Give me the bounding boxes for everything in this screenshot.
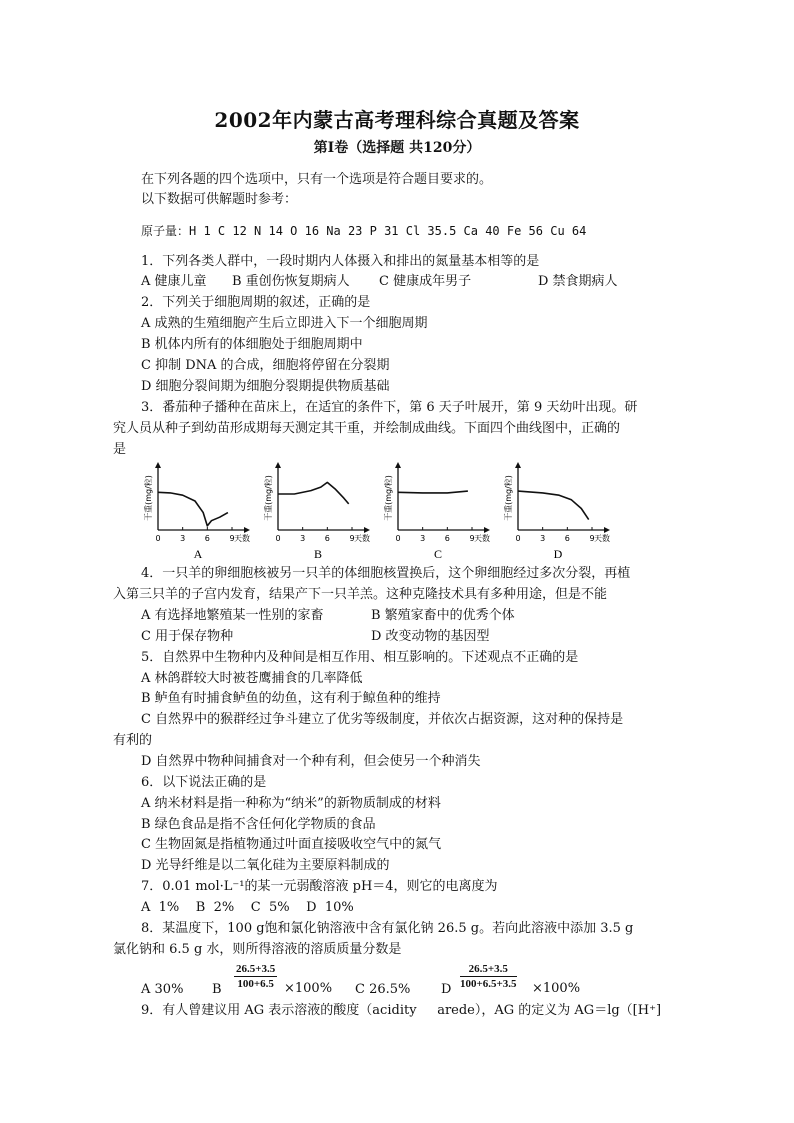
x-tick-label-B-9: 9 bbox=[349, 534, 355, 543]
panel-label-D: D bbox=[553, 547, 563, 561]
q1-stem: 1．下列各类人群中，一段时期内人体摄入和排出的氮量基本相等的是 bbox=[141, 254, 540, 269]
q1-option-d: D 禁食期病人 bbox=[538, 274, 618, 289]
q2-option-b: B 机体内所有的体细胞处于细胞周期中 bbox=[141, 337, 363, 352]
q5-option-c-line2: 有利的 bbox=[113, 733, 153, 748]
y-axis-label-D: 干重(mg/粒) bbox=[504, 475, 513, 521]
q1-option-c: C 健康成年男子 bbox=[379, 274, 472, 289]
q5-option-d: D 自然界中物种间捕食对一个种有利，但会使另一个种消失 bbox=[141, 754, 481, 769]
q1-option-b: B 重创伤恢复期病人 bbox=[232, 274, 350, 289]
q8-option-b-fraction bbox=[234, 963, 277, 991]
x-axis-label-A: 天数 bbox=[234, 534, 250, 543]
q7-stem: 7．0.01 mol·L⁻¹的某一元弱酸溶液 pH＝4，则它的电离度为 bbox=[141, 879, 498, 894]
q8-option-d-numerator: 26.5+3.5 bbox=[460, 963, 517, 977]
reference-note: 以下数据可供解题时参考： bbox=[141, 192, 298, 207]
x-tick-label-D-6: 6 bbox=[564, 534, 570, 543]
q4-stem-line2: 入第三只羊的子宫内发育，结果产下一只羊羔。这种克隆技术具有多种用途，但是不能 bbox=[113, 587, 608, 602]
x-tick-label-C-6: 6 bbox=[444, 534, 450, 543]
q3-growth-curve-figures bbox=[140, 458, 640, 562]
x-tick-label-D-3: 3 bbox=[540, 534, 546, 543]
q1-option-a: A 健康儿童 bbox=[141, 274, 207, 289]
x-tick-label-B-0: 0 bbox=[275, 534, 281, 543]
panel-label-A: A bbox=[193, 547, 203, 561]
q8-stem-line1: 8．某温度下，100 g饱和氯化钠溶液中含有氯化钠 26.5 g。若向此溶液中添加 3.5 g bbox=[141, 921, 634, 936]
x-tick-label-D-0: 0 bbox=[515, 534, 521, 543]
q8-option-d-denominator: 100+6.5+3.5 bbox=[460, 978, 517, 990]
y-axis-label-C: 干重(mg/粒) bbox=[384, 475, 393, 521]
page-title: 2002年内蒙古高考理科综合真题及答案 bbox=[214, 108, 580, 132]
x-axis-arrow-A bbox=[244, 527, 250, 533]
y-axis-arrow-B bbox=[275, 462, 281, 468]
q5-option-b: B 鲈鱼有时捕食鲈鱼的幼鱼，这有利于鲸鱼种的维持 bbox=[141, 691, 441, 706]
q6-option-d: D 光导纤维是以二氧化硅为主要原料制成的 bbox=[141, 858, 390, 873]
x-axis-arrow-C bbox=[484, 527, 490, 533]
q8-option-d-label: D bbox=[441, 982, 452, 997]
x-tick-label-C-0: 0 bbox=[395, 534, 401, 543]
x-tick-label-A-9: 9 bbox=[229, 534, 235, 543]
q4-stem-line1: 4．一只羊的卵细胞核被另一只羊的体细胞核置换后，这个卵细胞经过多次分裂，再植 bbox=[141, 566, 631, 581]
x-axis-label-C: 天数 bbox=[474, 534, 490, 543]
growth-curve-D bbox=[518, 491, 589, 519]
q4-option-a: A 有选择地繁殖某一性别的家畜 bbox=[141, 608, 324, 623]
x-tick-label-D-9: 9 bbox=[589, 534, 595, 543]
x-tick-label-C-9: 9 bbox=[469, 534, 475, 543]
x-tick-label-A-3: 3 bbox=[180, 534, 186, 543]
q2-option-d: D 细胞分裂间期为细胞分裂期提供物质基础 bbox=[141, 379, 390, 394]
x-tick-label-C-3: 3 bbox=[420, 534, 426, 543]
q2-option-c: C 抑制 DNA 的合成，细胞将停留在分裂期 bbox=[141, 358, 390, 373]
x-tick-label-B-6: 6 bbox=[324, 534, 330, 543]
q6-option-c: C 生物固氮是指植物通过叶面直接吸收空气中的氮气 bbox=[141, 837, 442, 852]
q3-stem-line1: 3．番茄种子播种在苗床上，在适宜的条件下，第 6 天子叶展开，第 9 天幼叶出现。研 bbox=[141, 400, 638, 415]
growth-curve-B bbox=[278, 482, 349, 504]
x-tick-label-B-3: 3 bbox=[300, 534, 306, 543]
q8-option-b-percent: ×100% bbox=[284, 981, 333, 996]
q3-stem-line2: 究人员从种子到幼苗形成期每天测定其干重，并绘制成曲线。下面四个曲线图中，正确的 bbox=[113, 421, 621, 436]
instructions-line: 在下列各题的四个选项中，只有一个选项是符合题目要求的。 bbox=[141, 172, 493, 187]
y-axis-arrow-A bbox=[155, 462, 161, 468]
q2-option-a: A 成熟的生殖细胞产生后立即进入下一个细胞周期 bbox=[141, 316, 428, 331]
q6-option-b: B 绿色食品是指不含任何化学物质的食品 bbox=[141, 817, 376, 832]
q4-option-c: C 用于保存物种 bbox=[141, 629, 234, 644]
q7-options: A 1% B 2% C 5% D 10% bbox=[141, 900, 354, 915]
y-axis-label-B: 干重(mg/粒) bbox=[264, 475, 273, 521]
q8-option-d-percent: ×100% bbox=[532, 981, 581, 996]
growth-curve-C bbox=[398, 491, 468, 493]
x-axis-arrow-D bbox=[604, 527, 610, 533]
growth-curve-A bbox=[158, 492, 228, 526]
q5-option-a: A 林鸽群较大时被苍鹰捕食的几率降低 bbox=[141, 671, 363, 686]
y-axis-label-A: 干重(mg/粒) bbox=[144, 475, 153, 521]
x-axis-label-D: 天数 bbox=[594, 534, 610, 543]
q4-option-b: B 繁殖家畜中的优秀个体 bbox=[371, 608, 515, 623]
q8-option-b-label: B bbox=[212, 982, 222, 997]
q9-stem: 9．有人曾建议用 AG 表示溶液的酸度（acidity arede），AG 的定义为 AG＝lg（[H⁺] bbox=[141, 1003, 662, 1018]
q8-option-c: C 26.5% bbox=[355, 982, 411, 997]
panel-label-C: C bbox=[433, 547, 443, 561]
y-axis-arrow-D bbox=[515, 462, 521, 468]
q8-option-a: A 30% bbox=[141, 982, 184, 997]
q5-option-c-line1: C 自然界中的猴群经过争斗建立了优劣等级制度，并依次占据资源，这对种的保持是 bbox=[141, 712, 624, 727]
q5-stem: 5．自然界中生物种内及种间是相互作用、相互影响的。下述观点不正确的是 bbox=[141, 650, 579, 665]
q6-stem: 6．以下说法正确的是 bbox=[141, 775, 267, 790]
q6-option-a: A 纳米材料是指一种称为“纳米”的新物质制成的材料 bbox=[141, 796, 441, 811]
x-tick-label-A-6: 6 bbox=[204, 534, 210, 543]
x-tick-label-A-0: 0 bbox=[155, 534, 161, 543]
x-axis-label-B: 天数 bbox=[354, 534, 370, 543]
q2-stem: 2．下列关于细胞周期的叙述，正确的是 bbox=[141, 295, 371, 310]
atomic-mass-list: 原子量：H 1 C 12 N 14 O 16 Na 23 P 31 Cl 35.5 Ca 40 Fe 56 Cu 64 bbox=[141, 224, 587, 238]
section-heading: 第Ⅰ卷（选择题 共120分） bbox=[313, 140, 481, 156]
q8-option-b-denominator: 100+6.5 bbox=[237, 978, 274, 990]
q8-option-d-fraction bbox=[460, 963, 517, 991]
panel-label-B: B bbox=[313, 547, 323, 561]
q8-option-b-numerator: 26.5+3.5 bbox=[236, 963, 276, 975]
q8-stem-line2: 氯化钠和 6.5 g 水，则所得溶液的溶质质量分数是 bbox=[113, 942, 402, 957]
y-axis-arrow-C bbox=[395, 462, 401, 468]
q3-stem-line3: 是 bbox=[113, 442, 127, 457]
q4-option-d: D 改变动物的基因型 bbox=[371, 629, 490, 644]
x-axis-arrow-B bbox=[364, 527, 370, 533]
